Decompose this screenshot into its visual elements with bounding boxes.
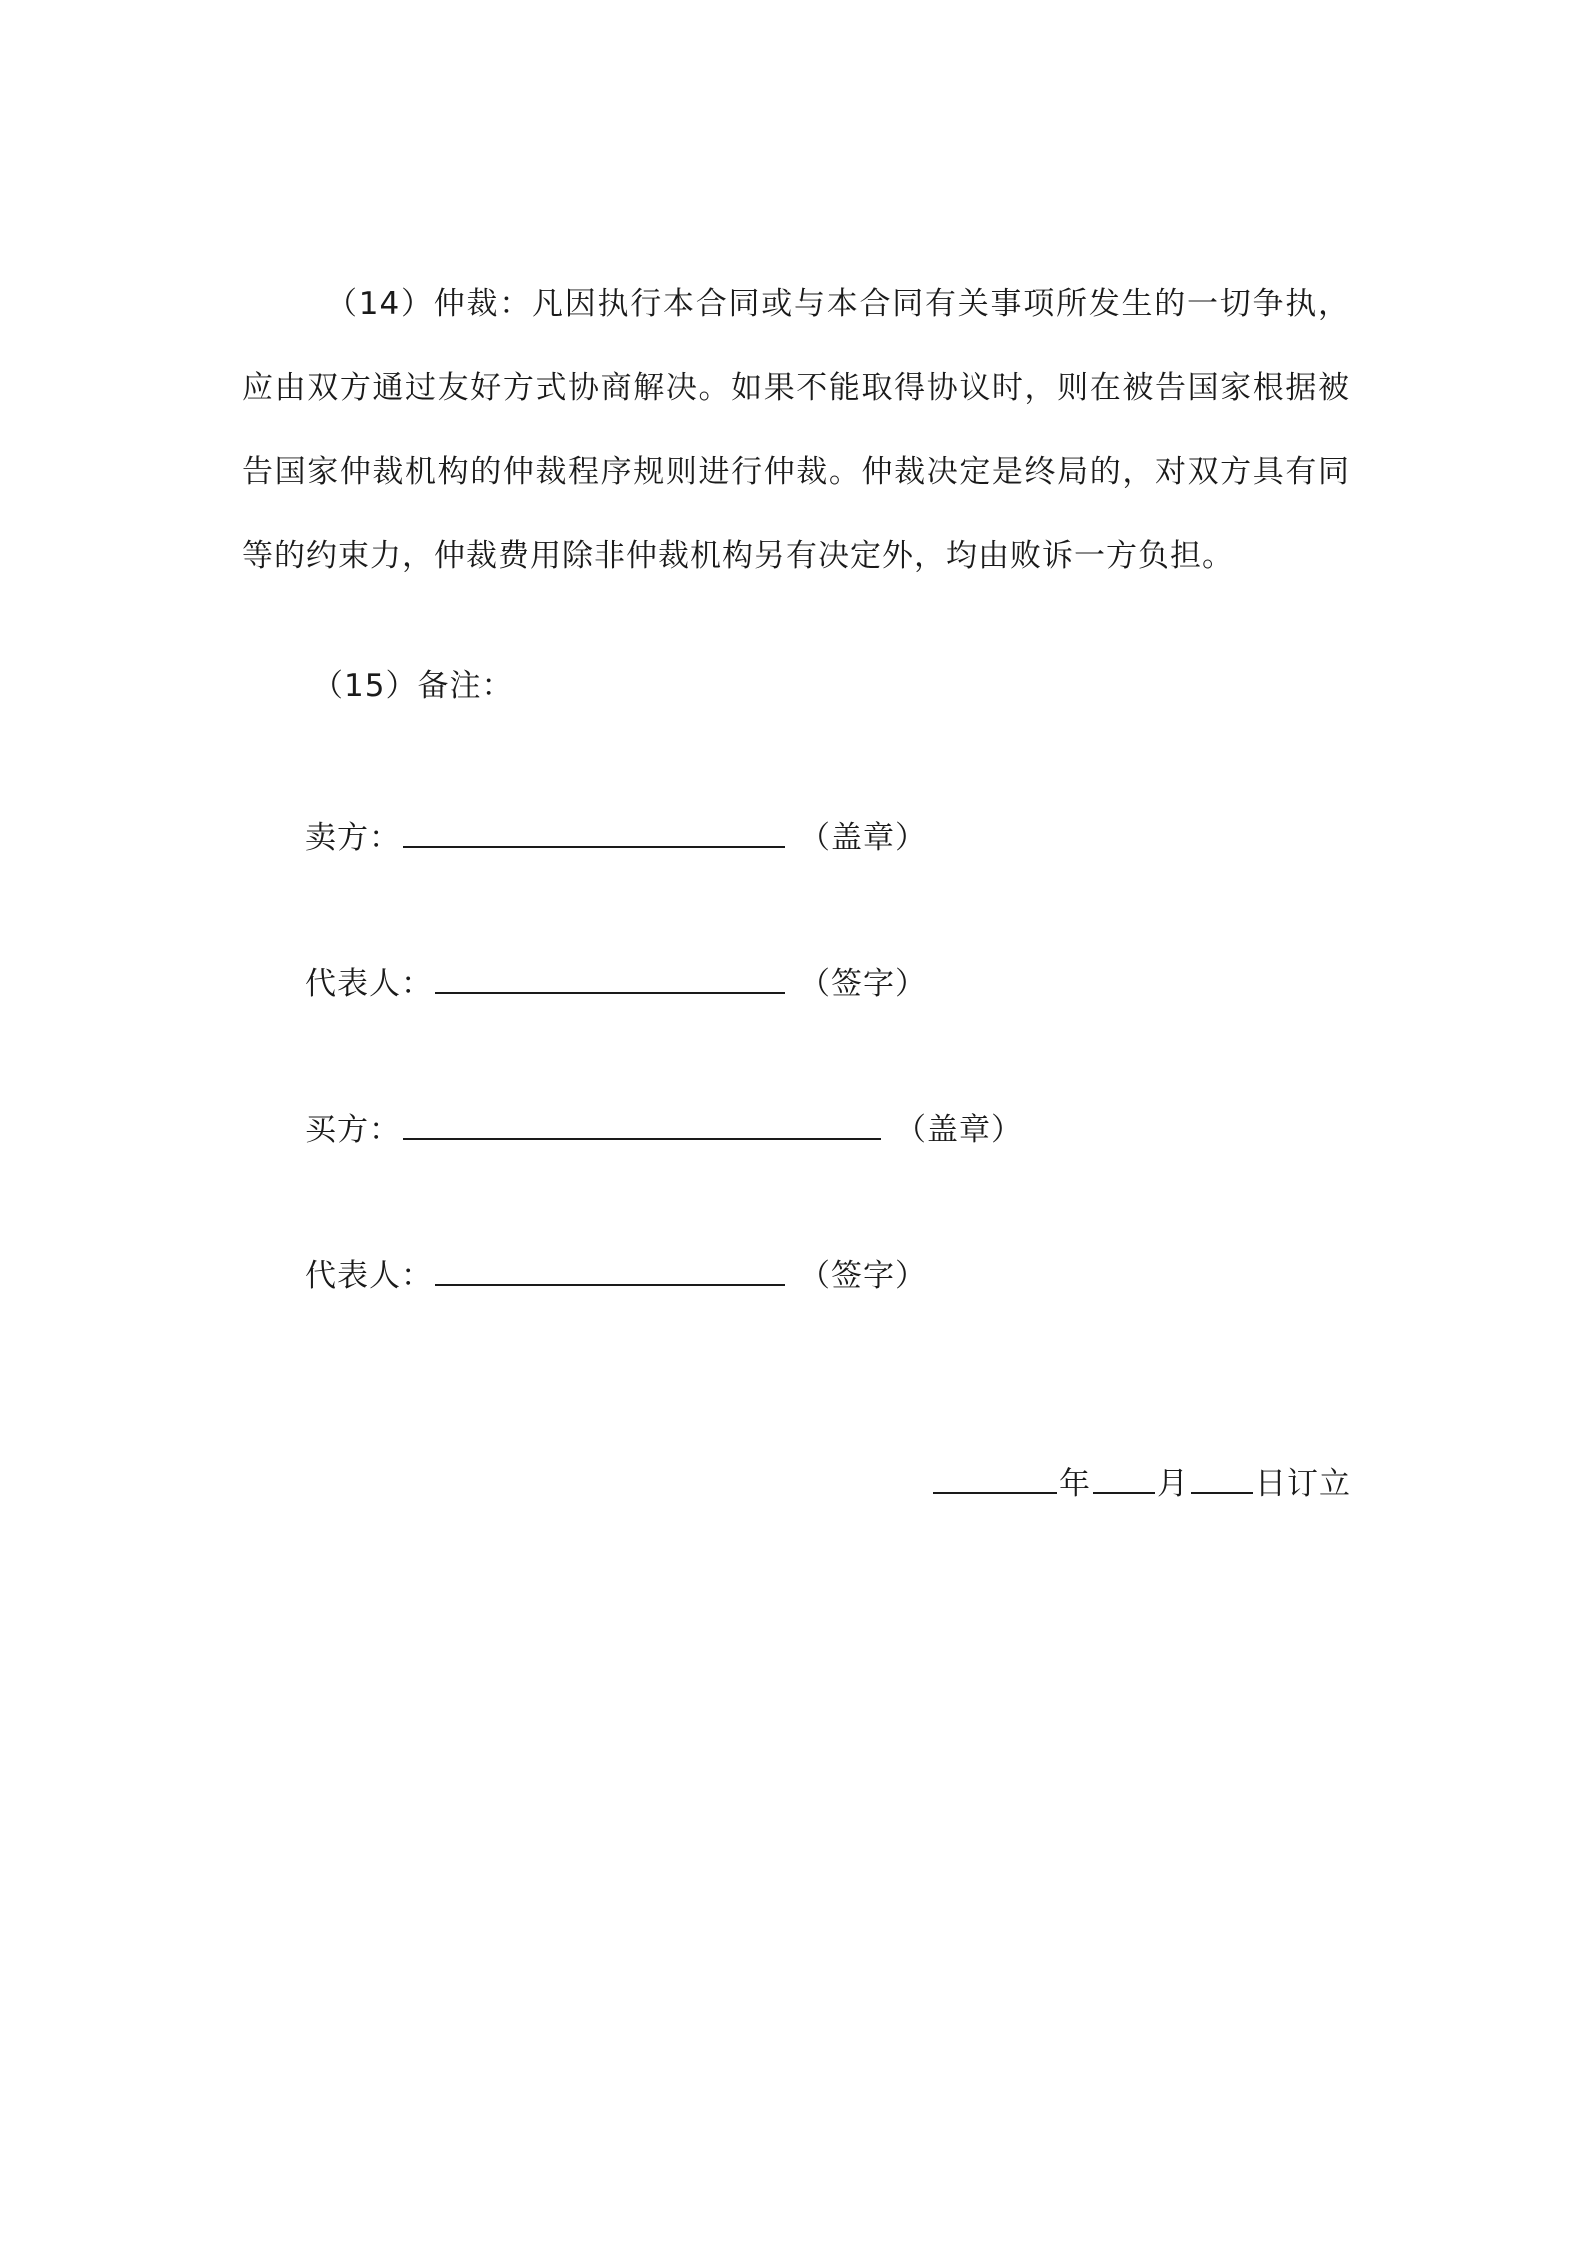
seller-signature-row (305, 812, 927, 856)
buyer-rep-label: 代表人： (305, 1258, 433, 1294)
buyer-label: 买方： (305, 1112, 401, 1148)
seller-representative-row (305, 958, 927, 1002)
date-year-field[interactable] (933, 1458, 1057, 1494)
clause-14-arbitration: （14）仲裁：凡因执行本合同或与本合同有关事项所发生的一切争执，应由双方通过友好方式协商解决。如果不能取得协议时，则在被告国家根据被告国家仲裁机构的仲裁程序规则进行仲裁。仲裁决定是终局的，对双方具有同等的约束力，仲裁费用除非仲裁机构另有决定外，均由败诉一方负担。 (242, 286, 1350, 574)
date-day-label: 日订立 (1255, 1466, 1351, 1502)
seller-rep-label: 代表人： (305, 966, 433, 1002)
date-day-field[interactable] (1191, 1458, 1253, 1494)
seller-seal-field[interactable] (403, 812, 785, 848)
seller-rep-signature-field[interactable] (435, 958, 785, 994)
clause-15-remarks: （15）备注： (312, 668, 514, 704)
buyer-seal-note: （盖章） (895, 1112, 1023, 1148)
date-month-label: 月 (1157, 1466, 1189, 1502)
seller-rep-sign-note: （签字） (799, 966, 927, 1002)
seller-label: 卖方： (305, 820, 401, 856)
buyer-rep-sign-note: （签字） (799, 1258, 927, 1294)
buyer-signature-row (305, 1104, 1023, 1148)
signing-date-row (931, 1458, 1351, 1502)
seller-seal-note: （盖章） (799, 820, 927, 856)
buyer-rep-signature-field[interactable] (435, 1250, 785, 1286)
date-month-field[interactable] (1093, 1458, 1155, 1494)
buyer-representative-row (305, 1250, 927, 1294)
buyer-seal-field[interactable] (403, 1104, 881, 1140)
date-year-label: 年 (1059, 1466, 1091, 1502)
